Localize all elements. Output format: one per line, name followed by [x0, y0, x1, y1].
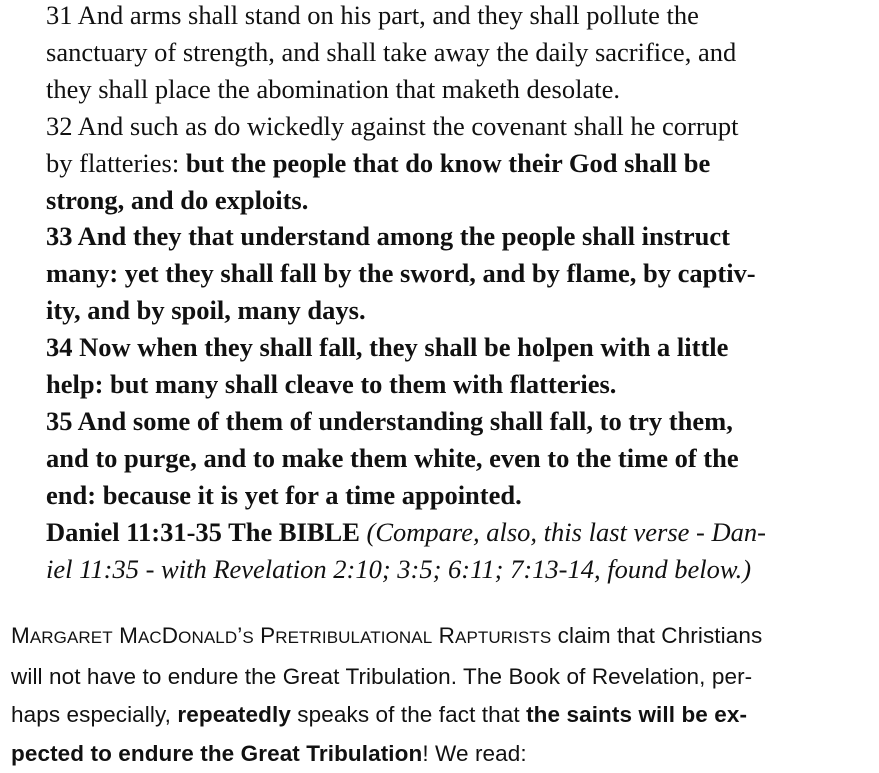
prose-text-run: repeatedly — [177, 702, 291, 728]
quote-line — [46, 514, 846, 551]
prose-line — [11, 735, 871, 773]
commentary-paragraph — [11, 617, 871, 773]
quote-line — [46, 477, 846, 514]
quote-text-run: sanctuary of strength, and shall take away the daily sacrifice, and — [46, 36, 737, 67]
prose-line — [11, 658, 871, 697]
quote-text-run: by flatteries: — [46, 147, 186, 178]
prose-text-run: ! We read: — [422, 740, 527, 766]
prose-text-run: MARGARET MACDONALD’S PRETRIBULATIONAL RAPTURISTS — [11, 623, 552, 648]
quote-line — [46, 255, 846, 292]
quote-text-run: 32 And such as do wickedly against the covenant shall he corrupt — [46, 110, 739, 141]
quote-text-run: Daniel 11:31-35 The BIBLE — [46, 516, 360, 547]
quote-text-run: and to purge, and to make them white, even to the time of the — [46, 442, 739, 473]
quote-text-run: 31 And arms shall stand on his part, and they shall pollute the — [46, 0, 699, 30]
quote-text-run: 35 And some of them of understanding shall fall, to try them, — [46, 405, 733, 436]
quote-text-run: help: but many shall cleave to them with flatteries. — [46, 369, 617, 400]
quote-text-run: 34 Now when they shall fall, they shall be holpen with a little — [46, 332, 729, 363]
quote-text-run: ity, and by spoil, many days. — [46, 295, 366, 326]
quote-line — [46, 182, 846, 219]
prose-text-run: speaks of the fact that — [290, 702, 527, 728]
prose-line — [11, 617, 871, 658]
prose-text-run: pected to endure the Great Tribulation — [11, 740, 423, 766]
quote-text-run: 33 And they that understand among the people shall instruct — [46, 221, 730, 252]
quote-line — [46, 34, 846, 71]
prose-text-run: claim that Christians — [551, 623, 763, 648]
quote-line — [46, 366, 846, 403]
quote-line — [46, 329, 846, 366]
quote-line — [46, 0, 846, 34]
quote-line — [46, 145, 846, 182]
quote-text-run: many: yet they shall fall by the sword, and by flame, by captiv- — [46, 258, 756, 289]
quote-line — [46, 108, 846, 145]
quote-line — [46, 551, 846, 588]
quote-text-run: (Compare, also, this last verse - Dan- — [359, 516, 766, 547]
prose-line — [11, 696, 871, 735]
quote-text-run: strong, and do exploits. — [46, 184, 309, 215]
quote-text-run: end: because it is yet for a time appointed. — [46, 479, 522, 510]
quote-line — [46, 403, 846, 440]
prose-text-run: the saints will be ex- — [526, 702, 748, 728]
scripture-quote — [46, 0, 846, 588]
quote-line — [46, 292, 846, 329]
quote-text-run: but the people that do know their God shall be — [185, 147, 711, 178]
prose-text-run: haps especially, — [11, 702, 178, 728]
quote-line — [46, 71, 846, 108]
quote-text-run: iel 11:35 - with Revelation 2:10; 3:5; 6:11; 7:13-14, found below.) — [46, 553, 752, 584]
quote-text-run: they shall place the abomination that maketh desolate. — [46, 73, 620, 104]
prose-text-run: will not have to endure the Great Tribulation. The Book of Revelation, per- — [11, 663, 753, 689]
quote-line — [46, 440, 846, 477]
quote-line — [46, 218, 846, 255]
